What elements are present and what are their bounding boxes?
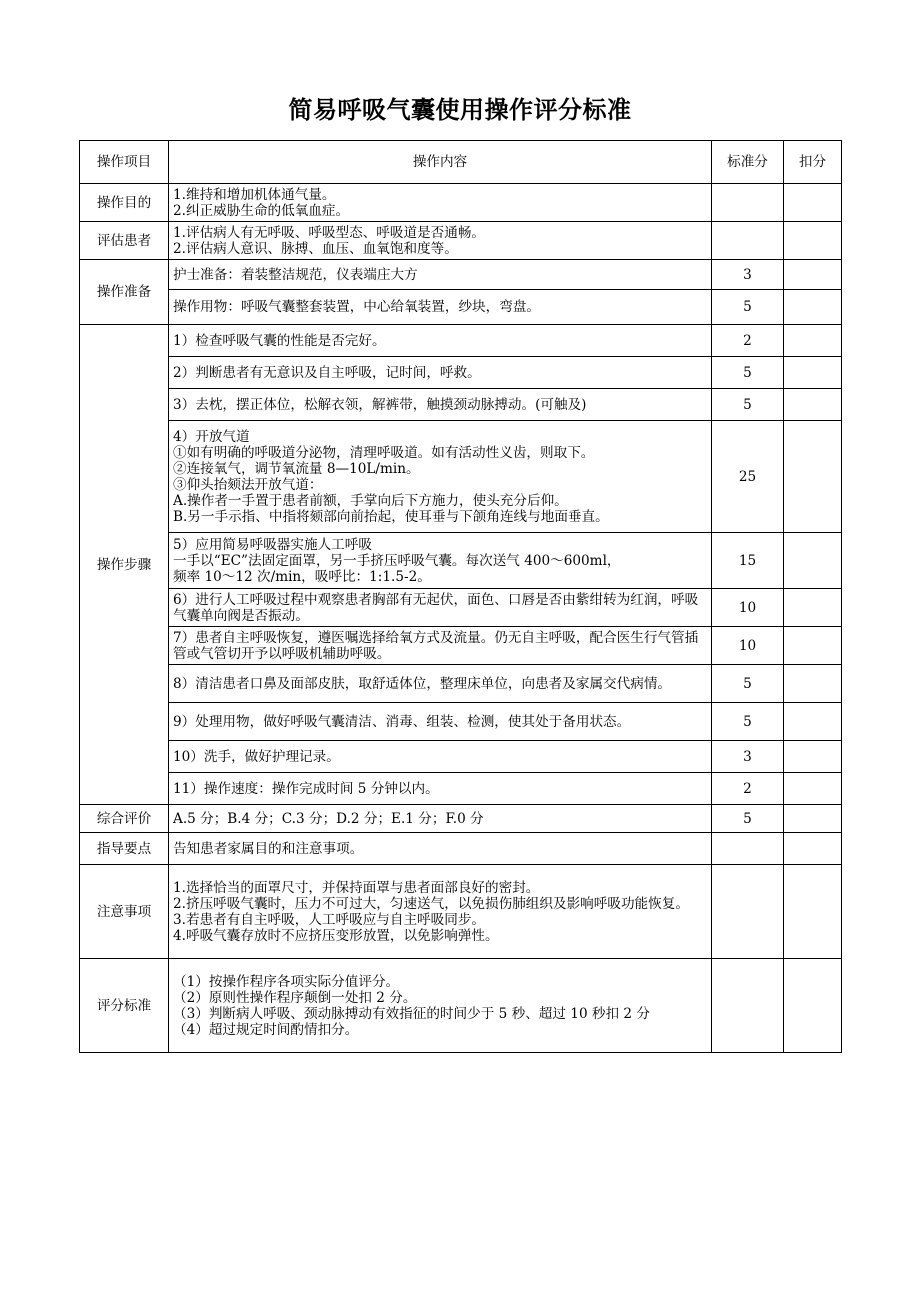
step-8-text: 8）清洁患者口鼻及面部皮肤，取舒适体位，整理床单位，向患者及家属交代病情。 (173, 675, 672, 692)
assess-line-2: 2.评估病人意识、脉搏、血压、血氧饱和度等。 (173, 240, 458, 257)
step-4 (169, 421, 712, 533)
step-7 (169, 627, 712, 665)
table-row (80, 389, 842, 421)
guide-deduct (784, 833, 842, 865)
step-6-text: 6）进行人工呼吸过程中观察患者胸部有无起伏，面色、口唇是否由紫绀转为红润，呼吸气囊单向阀是否振动。 (173, 591, 699, 624)
step-6 (169, 589, 712, 627)
step-1-score: 2 (712, 325, 784, 357)
prep-nurse-score: 3 (712, 260, 784, 290)
step-7-text: 7）患者自主呼吸恢复，遵医嘱选择给氧方式及流量。仍无自主呼吸，配合医生行气管插管或气管切开予以呼吸机辅助呼吸。 (173, 629, 699, 662)
step-4-line-1: ①如有明确的呼吸道分泌物，清理呼吸道。如有活动性义齿，则取下。 (173, 444, 595, 461)
table-row (80, 184, 842, 222)
table-row (80, 325, 842, 357)
step-5-line-2: 一手以“EC”法固定面罩，另一手挤压呼吸气囊。每次送气 400～600ml， (173, 552, 621, 569)
table-row (80, 627, 842, 665)
step-1: 1）检查呼吸气囊的性能是否完好。 (169, 325, 712, 357)
step-4-line-3: ③仰头抬颏法开放气道： (173, 476, 323, 493)
table-row (80, 421, 842, 533)
step-7-deduct (784, 627, 842, 665)
table-row (80, 865, 842, 959)
step-9 (169, 703, 712, 741)
assess-content (169, 222, 712, 260)
prep-supplies-deduct (784, 290, 842, 325)
step-4-line-4: A.操作者一手置于患者前额，手掌向后下方施力，使头充分后仰。 (173, 492, 568, 509)
step-7-score: 10 (712, 627, 784, 665)
criteria-line-2: （2）原则性操作程序颠倒一处扣 2 分。 (173, 989, 417, 1006)
criteria-line-4: （4）超过规定时间酌情扣分。 (173, 1021, 359, 1038)
row-label-steps: 操作步骤 (80, 325, 169, 805)
scoring-table (79, 140, 842, 1053)
row-label-prep: 操作准备 (80, 260, 169, 325)
assess-score (712, 222, 784, 260)
header-score: 标准分 (712, 141, 784, 184)
step-4-deduct (784, 421, 842, 533)
purpose-line-2: 2.纠正威胁生命的低氧血症。 (173, 202, 350, 219)
guide-score (712, 833, 784, 865)
table-header-row (80, 141, 842, 184)
row-label-overall: 综合评价 (80, 805, 169, 833)
criteria-deduct (784, 959, 842, 1053)
purpose-line-1: 1.维持和增加机体通气量。 (173, 186, 336, 203)
step-1-deduct (784, 325, 842, 357)
criteria-line-1: （1）按操作程序各项实际分值评分。 (173, 973, 400, 990)
notes-score (712, 865, 784, 959)
purpose-score (712, 184, 784, 222)
step-5-line-3: 频率 10～12 次/min，吸呼比：1:1.5-2。 (173, 568, 431, 585)
row-label-assess: 评估患者 (80, 222, 169, 260)
step-4-head: 4）开放气道 (173, 428, 250, 445)
table-row (80, 741, 842, 773)
header-content: 操作内容 (169, 141, 712, 184)
header-item: 操作项目 (80, 141, 169, 184)
step-2: 2）判断患者有无意识及自主呼吸，记时间，呼救。 (169, 357, 712, 389)
criteria-content (169, 959, 712, 1053)
step-3-score: 5 (712, 389, 784, 421)
row-label-notes: 注意事项 (80, 865, 169, 959)
table-row (80, 589, 842, 627)
step-11-score: 2 (712, 773, 784, 805)
step-6-deduct (784, 589, 842, 627)
notes-deduct (784, 865, 842, 959)
step-2-score: 5 (712, 357, 784, 389)
table-row (80, 833, 842, 865)
table-row (80, 959, 842, 1053)
step-3-deduct (784, 389, 842, 421)
step-4-line-2: ②连接氧气，调节氧流量 8—10L/min。 (173, 460, 420, 477)
notes-line-3: 3.若患者有自主呼吸，人工呼吸应与自主呼吸同步。 (173, 911, 486, 928)
step-4-line-5: B.另一手示指、中指将颏部向前抬起，使耳垂与下颌角连线与地面垂直。 (173, 508, 609, 525)
table-row (80, 665, 842, 703)
step-9-deduct (784, 703, 842, 741)
step-9-text: 9）处理用物，做好呼吸气囊清洁、消毒、组装、检测，使其处于备用状态。 (173, 713, 631, 730)
table-row (80, 533, 842, 589)
purpose-deduct (784, 184, 842, 222)
table-row (80, 260, 842, 290)
assess-line-1: 1.评估病人有无呼吸、呼吸型态、呼吸道是否通畅。 (173, 224, 486, 241)
overall-score: 5 (712, 805, 784, 833)
step-9-score: 5 (712, 703, 784, 741)
step-3: 3）去枕，摆正体位，松解衣领，解裤带，触摸颈动脉搏动。(可触及) (169, 389, 712, 421)
prep-nurse: 护士准备：着装整洁规范，仪表端庄大方 (169, 260, 712, 290)
step-10-deduct (784, 741, 842, 773)
step-8-deduct (784, 665, 842, 703)
prep-supplies: 操作用物：呼吸气囊整套装置，中心给氧装置，纱块，弯盘。 (169, 290, 712, 325)
step-5-score: 15 (712, 533, 784, 589)
step-8 (169, 665, 712, 703)
row-label-purpose: 操作目的 (80, 184, 169, 222)
guide-text: 告知患者家属目的和注意事项。 (169, 833, 712, 865)
overall-text: A.5 分；B.4 分；C.3 分；D.2 分；E.1 分；F.0 分 (169, 805, 712, 833)
notes-content (169, 865, 712, 959)
table-row (80, 773, 842, 805)
notes-line-1: 1.选择恰当的面罩尺寸，并保持面罩与患者面部良好的密封。 (173, 879, 540, 896)
step-2-deduct (784, 357, 842, 389)
step-10-score: 3 (712, 741, 784, 773)
notes-line-2: 2.挤压呼吸气囊时，压力不可过大，匀速送气，以免损伤肺组织及影响呼吸功能恢复。 (173, 895, 689, 912)
step-4-score: 25 (712, 421, 784, 533)
prep-supplies-score: 5 (712, 290, 784, 325)
step-5-deduct (784, 533, 842, 589)
row-label-criteria: 评分标准 (80, 959, 169, 1053)
step-11-deduct (784, 773, 842, 805)
page-title: 简易呼吸气囊使用操作评分标准 (288, 96, 632, 124)
table-row (80, 357, 842, 389)
step-8-score: 5 (712, 665, 784, 703)
step-10: 10）洗手，做好护理记录。 (169, 741, 712, 773)
notes-line-4: 4.呼吸气囊存放时不应挤压变形放置，以免影响弹性。 (173, 927, 499, 944)
table-row (80, 290, 842, 325)
table-row (80, 805, 842, 833)
purpose-content (169, 184, 712, 222)
table-row (80, 222, 842, 260)
criteria-line-3: （3）判断病人呼吸、颈动脉搏动有效指征的时间少于 5 秒、超过 10 秒扣 2 分 (173, 1005, 650, 1022)
step-11: 11）操作速度：操作完成时间 5 分钟以内。 (169, 773, 712, 805)
step-5 (169, 533, 712, 589)
row-label-guide: 指导要点 (80, 833, 169, 865)
table-row (80, 703, 842, 741)
overall-deduct (784, 805, 842, 833)
prep-nurse-deduct (784, 260, 842, 290)
step-6-score: 10 (712, 589, 784, 627)
header-deduct: 扣分 (784, 141, 842, 184)
criteria-score (712, 959, 784, 1053)
assess-deduct (784, 222, 842, 260)
step-5-line-1: 5）应用简易呼吸器实施人工呼吸 (173, 536, 372, 553)
